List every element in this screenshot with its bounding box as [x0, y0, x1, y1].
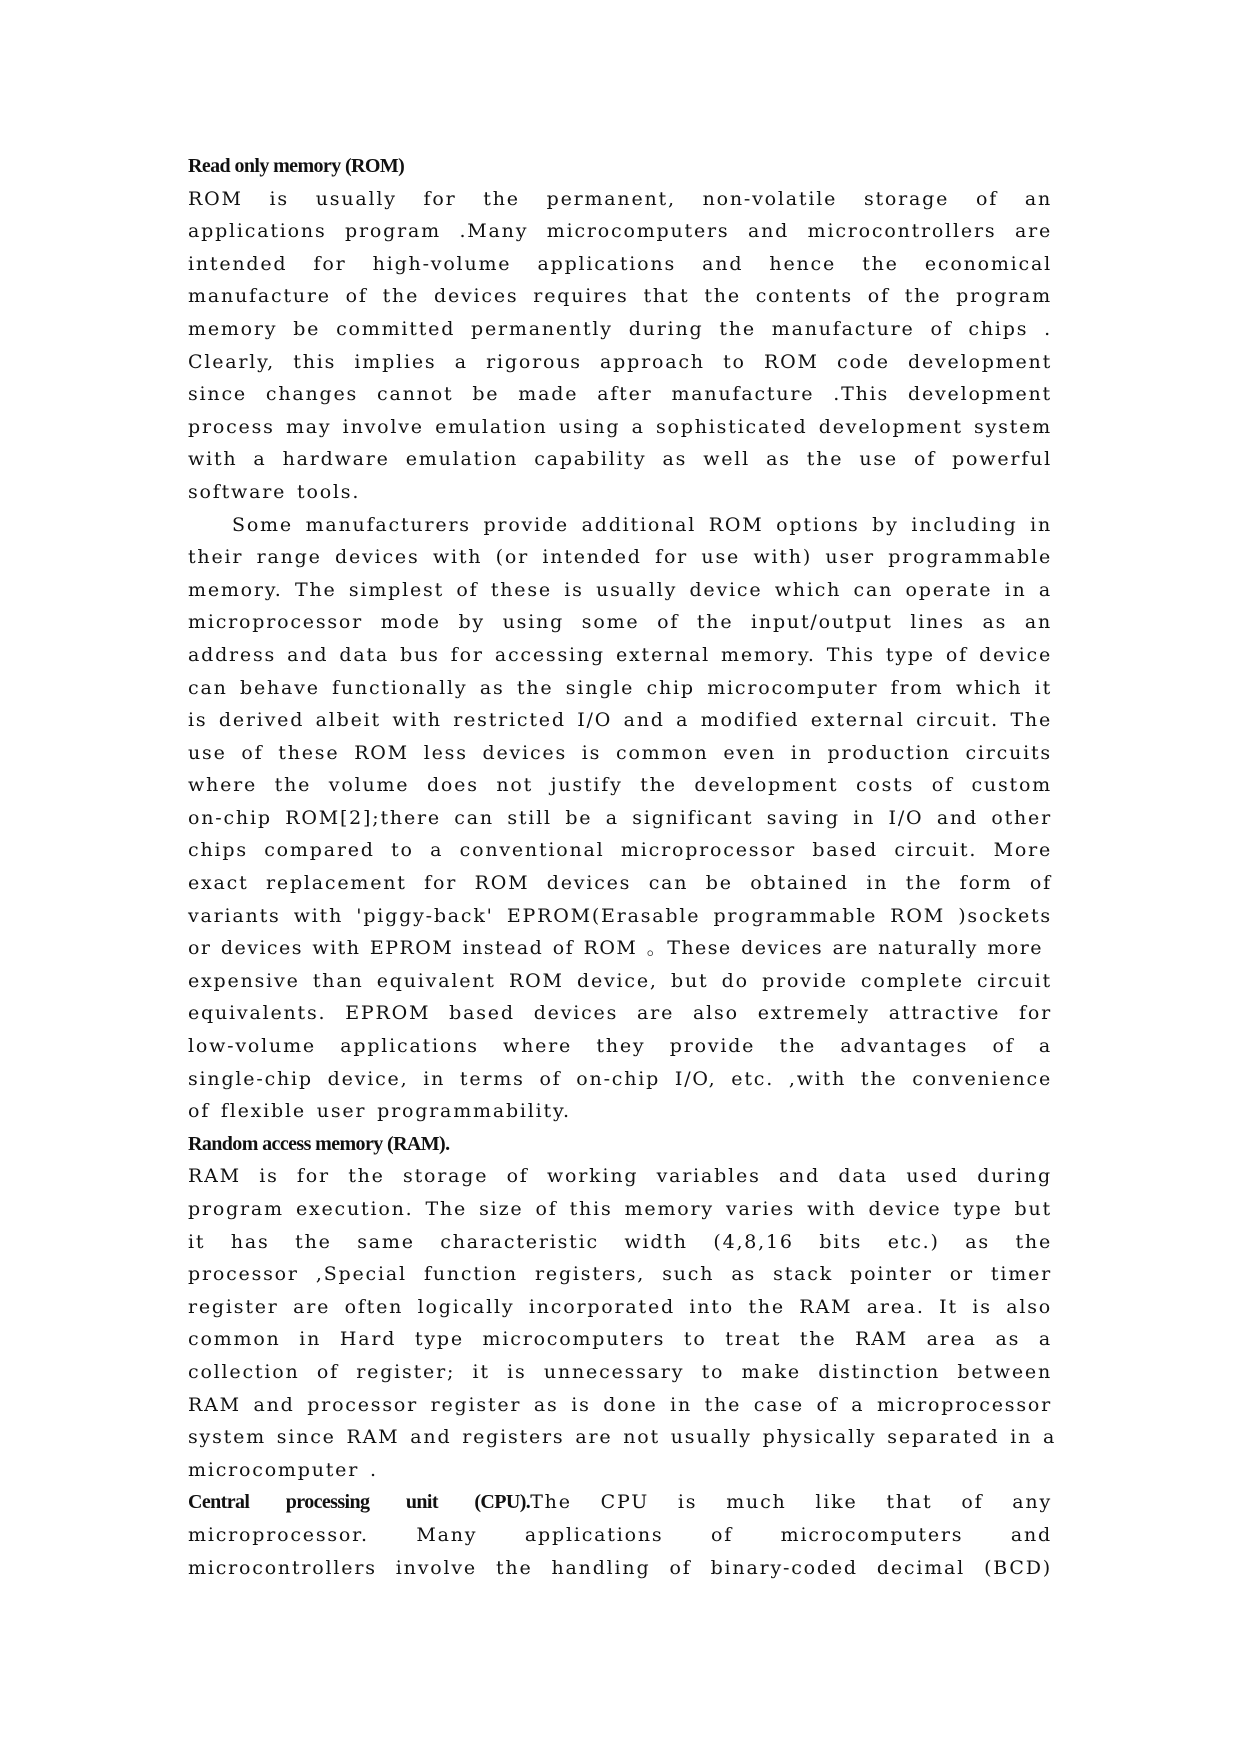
text-line: can behave functionally as the single chip microcomputer from which it	[188, 676, 1052, 699]
text-line: collection of register; it is unnecessary to make distinction between	[188, 1360, 1052, 1383]
text-line: process may involve emulation using a sophisticated development system	[188, 415, 1052, 438]
text-line: applications program .Many microcomputers and microcontrollers are	[188, 220, 1052, 243]
text-line: memory be committed permanently during the manufacture of chips .	[188, 317, 1052, 340]
text-line: manufacture of the devices requires that the contents of the program	[188, 285, 1052, 308]
text-line: intended for high-volume applications and hence the economical	[188, 252, 1052, 275]
text-line: microcontrollers involve the handling of binary-coded decimal (BCD)	[188, 1556, 1052, 1579]
text-line: register are often logically incorporated into the RAM area. It is also	[188, 1295, 1052, 1318]
text-line: processor ,Special function registers, such as stack pointer or timer	[188, 1263, 1052, 1286]
document-body	[188, 150, 1057, 1584]
cpu-paragraph	[188, 1486, 1052, 1584]
text-line: microcomputer .	[188, 1458, 378, 1481]
text-line: use of these ROM less devices is common even in production circuits	[188, 741, 1052, 764]
text-line: with a hardware emulation capability as well as the use of powerful	[188, 448, 1052, 471]
text-line: chips compared to a conventional microprocessor based circuit. More	[188, 839, 1052, 862]
text-line: equivalents. EPROM based devices are also extremely attractive for	[188, 1002, 1052, 1025]
cpu-first-line	[188, 1486, 1052, 1519]
text-line: their range devices with (or intended for use with) user programmable	[188, 546, 1052, 569]
text-line: memory. The simplest of these is usually device which can operate in a	[188, 578, 1052, 601]
rom-paragraph-2	[188, 509, 1052, 1128]
text-line: microprocessor mode by using some of the input/output lines as an	[188, 611, 1052, 634]
text-line: ROM is usually for the permanent, non-volatile storage of an	[188, 187, 1052, 210]
text-line: RAM is for the storage of working variables and data used during	[188, 1165, 1052, 1188]
cpu-heading: Central processing unit (CPU).	[188, 1491, 531, 1514]
text-line: common in Hard type microcomputers to treat the RAM area as a	[188, 1328, 1052, 1351]
text-line: it has the same characteristic width (4,8,16 bits etc.) as the	[188, 1230, 1052, 1253]
text-line: program execution. The size of this memory varies with device type but	[188, 1198, 1052, 1220]
rom-heading: Read only memory (ROM)	[188, 155, 405, 177]
text-line: system since RAM and registers are not usually physically separated in a	[188, 1426, 1057, 1449]
text-line: Clearly, this implies a rigorous approach to ROM code development	[188, 350, 1052, 373]
text-line: Some manufacturers provide additional ROM options by including in	[232, 513, 1052, 536]
text-line: is derived albeit with restricted I/O and a modified external circuit. The	[188, 709, 1052, 732]
text-line: since changes cannot be made after manufacture .This development	[188, 383, 1052, 406]
text-line: RAM and processor register as is done in the case of a microprocessor	[188, 1393, 1052, 1416]
text-line: expensive than equivalent ROM device, but do provide complete circuit	[188, 969, 1052, 992]
rom-paragraph-1	[188, 183, 1052, 509]
text-line: or devices with EPROM instead of ROM 。These devices are naturally more	[188, 937, 1043, 960]
cpu-first-line-text: The CPU is much like that of any	[530, 1491, 1052, 1514]
text-line: microprocessor. Many applications of microcomputers and	[188, 1523, 1052, 1546]
text-line: low-volume applications where they provide the advantages of a	[188, 1035, 1052, 1058]
text-line: single-chip device, in terms of on-chip I/O, etc. ,with the convenience	[188, 1067, 1052, 1090]
text-line: address and data bus for accessing external memory. This type of device	[188, 643, 1052, 666]
text-line: variants with 'piggy-back' EPROM(Erasable programmable ROM )sockets	[188, 904, 1052, 927]
text-line: on-chip ROM[2];there can still be a significant saving in I/O and other	[188, 806, 1052, 829]
ram-heading: Random access memory (RAM).	[188, 1132, 450, 1155]
text-line: software tools.	[188, 480, 361, 503]
text-line: of flexible user programmability.	[188, 1100, 571, 1123]
text-line: exact replacement for ROM devices can be obtained in the form of	[188, 872, 1052, 895]
text-line: where the volume does not justify the development costs of custom	[188, 774, 1052, 797]
ram-paragraph	[188, 1160, 1057, 1486]
